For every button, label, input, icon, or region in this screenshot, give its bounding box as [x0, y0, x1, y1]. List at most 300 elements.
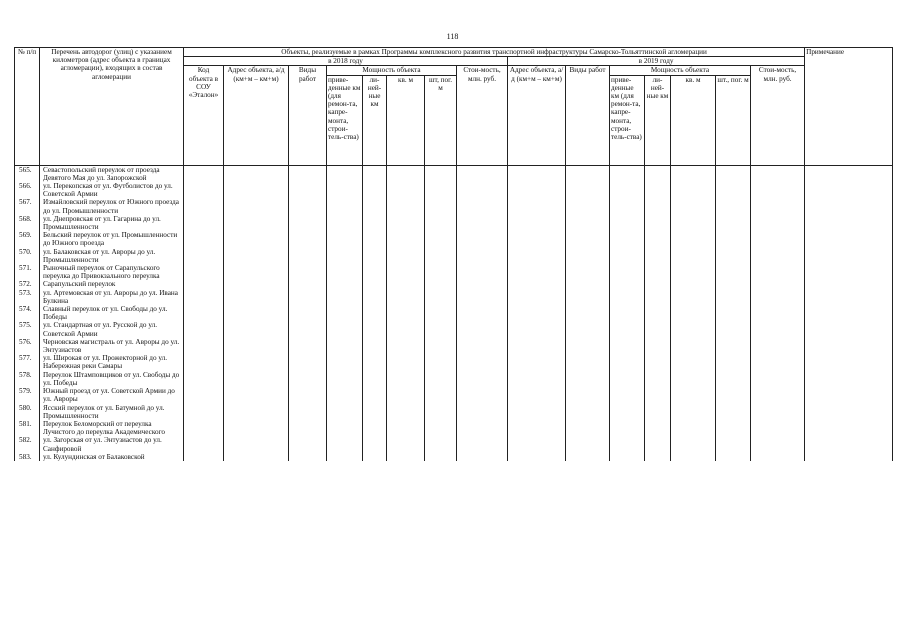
empty-cell: [805, 248, 893, 264]
empty-cell: [289, 404, 327, 420]
empty-cell: [363, 371, 387, 387]
empty-cell: [387, 404, 425, 420]
road-name: Измайловский переулок от Южного проезда до ул. Промышленности: [40, 198, 184, 214]
empty-cell: [224, 215, 289, 231]
empty-cell: [425, 280, 457, 288]
empty-cell: [716, 453, 751, 461]
table-row: [15, 165, 893, 182]
empty-cell: [508, 338, 566, 354]
empty-cell: [671, 231, 716, 247]
empty-cell: [645, 264, 671, 280]
empty-cell: [610, 215, 645, 231]
empty-cell: [387, 305, 425, 321]
empty-cell: [425, 215, 457, 231]
empty-cell: [327, 182, 363, 198]
empty-cell: [716, 289, 751, 305]
empty-cell: [805, 280, 893, 288]
empty-cell: [289, 215, 327, 231]
empty-cell: [610, 404, 645, 420]
empty-cell: [566, 404, 610, 420]
empty-cell: [363, 248, 387, 264]
empty-cell: [610, 165, 645, 182]
empty-cell: [805, 453, 893, 461]
road-name: ул. Кулундинская от Балаковской: [40, 453, 184, 461]
empty-cell: [805, 371, 893, 387]
empty-cell: [184, 420, 224, 436]
empty-cell: [671, 436, 716, 452]
empty-cell: [327, 215, 363, 231]
empty-cell: [610, 354, 645, 370]
empty-cell: [566, 338, 610, 354]
empty-cell: [751, 453, 805, 461]
empty-cell: [508, 354, 566, 370]
empty-cell: [387, 264, 425, 280]
empty-cell: [671, 198, 716, 214]
empty-cell: [184, 264, 224, 280]
cost-header: Стои-мость, млн. руб.: [457, 66, 508, 165]
empty-cell: [566, 280, 610, 288]
empty-cell: [387, 198, 425, 214]
capacity-header: Мощность объекта: [327, 66, 457, 75]
empty-cell: [610, 182, 645, 198]
empty-cell: [671, 215, 716, 231]
empty-cell: [425, 198, 457, 214]
empty-cell: [566, 231, 610, 247]
empty-cell: [425, 387, 457, 403]
empty-cell: [671, 321, 716, 337]
empty-cell: [387, 371, 425, 387]
empty-cell: [457, 387, 508, 403]
works-2019-header: Виды работ: [566, 66, 610, 165]
road-name: Славный переулок от ул. Свободы до ул. Победы: [40, 305, 184, 321]
empty-cell: [645, 289, 671, 305]
empty-cell: [425, 321, 457, 337]
empty-cell: [671, 387, 716, 403]
empty-cell: [566, 215, 610, 231]
empty-cell: [716, 354, 751, 370]
empty-cell: [363, 215, 387, 231]
empty-cell: [751, 404, 805, 420]
row-number: 571.: [15, 264, 40, 280]
empty-cell: [508, 453, 566, 461]
empty-cell: [184, 338, 224, 354]
empty-cell: [566, 354, 610, 370]
empty-cell: [610, 436, 645, 452]
empty-cell: [645, 387, 671, 403]
empty-cell: [610, 453, 645, 461]
empty-cell: [289, 436, 327, 452]
empty-cell: [224, 305, 289, 321]
empty-cell: [671, 280, 716, 288]
empty-cell: [425, 371, 457, 387]
empty-cell: [289, 338, 327, 354]
page-number: 118: [446, 32, 459, 41]
empty-cell: [566, 264, 610, 280]
empty-cell: [671, 420, 716, 436]
empty-cell: [327, 264, 363, 280]
road-name: ул. Стандартная от ул. Русской до ул. Советской Армии: [40, 321, 184, 337]
table-row: [15, 248, 893, 264]
empty-cell: [457, 305, 508, 321]
empty-cell: [289, 420, 327, 436]
empty-cell: [387, 280, 425, 288]
empty-cell: [716, 248, 751, 264]
works-header: Виды работ: [289, 66, 327, 165]
empty-cell: [224, 387, 289, 403]
row-number: 579.: [15, 387, 40, 403]
empty-cell: [671, 165, 716, 182]
empty-cell: [363, 387, 387, 403]
empty-cell: [363, 354, 387, 370]
row-number: 581.: [15, 420, 40, 436]
empty-cell: [363, 165, 387, 182]
empty-cell: [457, 436, 508, 452]
empty-cell: [363, 280, 387, 288]
empty-cell: [457, 215, 508, 231]
empty-cell: [425, 231, 457, 247]
empty-cell: [184, 305, 224, 321]
empty-cell: [457, 280, 508, 288]
empty-cell: [363, 453, 387, 461]
capacity-2019-header: Мощность объекта: [610, 66, 751, 75]
empty-cell: [327, 404, 363, 420]
empty-cell: [184, 182, 224, 198]
empty-cell: [751, 165, 805, 182]
road-name: ул. Перекопская от ул. Футболистов до ул. Советской Армии: [40, 182, 184, 198]
empty-cell: [645, 248, 671, 264]
empty-cell: [387, 338, 425, 354]
empty-cell: [508, 280, 566, 288]
empty-cell: [327, 280, 363, 288]
empty-cell: [327, 165, 363, 182]
row-number: 577.: [15, 354, 40, 370]
empty-cell: [457, 165, 508, 182]
empty-cell: [184, 165, 224, 182]
empty-cell: [363, 321, 387, 337]
empty-cell: [457, 182, 508, 198]
table-row: [15, 305, 893, 321]
empty-cell: [610, 198, 645, 214]
empty-cell: [327, 305, 363, 321]
pcs-header: шт, пог. м: [425, 75, 457, 165]
empty-cell: [224, 231, 289, 247]
empty-cell: [610, 371, 645, 387]
empty-cell: [671, 338, 716, 354]
col-num-header: № п/п: [15, 48, 40, 166]
empty-cell: [184, 198, 224, 214]
row-number: 566.: [15, 182, 40, 198]
empty-cell: [610, 248, 645, 264]
col-group-header: Объекты, реализуемые в рамках Программы комплексного развития транспортной инфраструктуры Самарско-Тольяттинской агломерации: [184, 48, 805, 57]
empty-cell: [610, 289, 645, 305]
empty-cell: [716, 321, 751, 337]
empty-cell: [610, 231, 645, 247]
table-row: [15, 321, 893, 337]
empty-cell: [671, 264, 716, 280]
empty-cell: [363, 182, 387, 198]
empty-cell: [716, 305, 751, 321]
empty-cell: [805, 420, 893, 436]
empty-cell: [716, 387, 751, 403]
empty-cell: [224, 354, 289, 370]
empty-cell: [387, 321, 425, 337]
empty-cell: [566, 305, 610, 321]
empty-cell: [566, 371, 610, 387]
empty-cell: [645, 182, 671, 198]
table-row: [15, 264, 893, 280]
empty-cell: [327, 387, 363, 403]
empty-cell: [566, 165, 610, 182]
empty-cell: [363, 305, 387, 321]
empty-cell: [224, 371, 289, 387]
empty-cell: [566, 182, 610, 198]
road-name: Ясский переулок от ул. Батумной до ул. Промышленности: [40, 404, 184, 420]
empty-cell: [610, 280, 645, 288]
empty-cell: [327, 453, 363, 461]
empty-cell: [645, 280, 671, 288]
empty-cell: [224, 264, 289, 280]
empty-cell: [289, 248, 327, 264]
row-number: 575.: [15, 321, 40, 337]
empty-cell: [184, 354, 224, 370]
empty-cell: [751, 198, 805, 214]
empty-cell: [566, 321, 610, 337]
empty-cell: [671, 289, 716, 305]
row-number: 578.: [15, 371, 40, 387]
empty-cell: [457, 248, 508, 264]
empty-cell: [508, 371, 566, 387]
empty-cell: [363, 436, 387, 452]
empty-cell: [751, 436, 805, 452]
empty-cell: [224, 182, 289, 198]
empty-cell: [224, 404, 289, 420]
empty-cell: [716, 182, 751, 198]
empty-cell: [805, 182, 893, 198]
empty-cell: [610, 305, 645, 321]
empty-cell: [184, 280, 224, 288]
empty-cell: [425, 248, 457, 264]
empty-cell: [610, 387, 645, 403]
empty-cell: [184, 453, 224, 461]
table-row: [15, 354, 893, 370]
empty-cell: [508, 182, 566, 198]
empty-cell: [363, 198, 387, 214]
empty-cell: [508, 305, 566, 321]
empty-cell: [671, 404, 716, 420]
empty-cell: [805, 436, 893, 452]
empty-cell: [671, 371, 716, 387]
empty-cell: [363, 264, 387, 280]
col-note-header: Примечание: [805, 48, 893, 166]
empty-cell: [289, 321, 327, 337]
empty-cell: [224, 248, 289, 264]
empty-cell: [224, 165, 289, 182]
empty-cell: [566, 198, 610, 214]
year-2019-header: в 2019 году: [508, 57, 805, 66]
empty-cell: [508, 321, 566, 337]
empty-cell: [508, 264, 566, 280]
empty-cell: [327, 289, 363, 305]
empty-cell: [751, 182, 805, 198]
empty-cell: [327, 248, 363, 264]
empty-cell: [508, 404, 566, 420]
empty-cell: [566, 387, 610, 403]
empty-cell: [508, 198, 566, 214]
empty-cell: [327, 354, 363, 370]
empty-cell: [751, 248, 805, 264]
empty-cell: [327, 231, 363, 247]
empty-cell: [457, 289, 508, 305]
empty-cell: [224, 338, 289, 354]
table-row: [15, 280, 893, 288]
reduced-km-2019-header: приве-денные км (для ремон-та, капре-монта, строи-тель-ства): [610, 75, 645, 165]
linear-km-2019-header: ли-ней-ные км: [645, 75, 671, 165]
empty-cell: [425, 305, 457, 321]
sq-m-2019-header: кв. м: [671, 75, 716, 165]
empty-cell: [289, 453, 327, 461]
table-row: [15, 198, 893, 214]
table-row: [15, 289, 893, 305]
empty-cell: [425, 354, 457, 370]
empty-cell: [184, 321, 224, 337]
empty-cell: [805, 404, 893, 420]
row-number: 569.: [15, 231, 40, 247]
empty-cell: [751, 387, 805, 403]
empty-cell: [289, 182, 327, 198]
empty-cell: [805, 305, 893, 321]
empty-cell: [425, 404, 457, 420]
empty-cell: [645, 215, 671, 231]
row-number: 580.: [15, 404, 40, 420]
empty-cell: [805, 387, 893, 403]
empty-cell: [716, 420, 751, 436]
empty-cell: [363, 404, 387, 420]
empty-cell: [224, 198, 289, 214]
empty-cell: [751, 289, 805, 305]
empty-cell: [457, 321, 508, 337]
empty-cell: [751, 420, 805, 436]
empty-cell: [671, 182, 716, 198]
table-row: [15, 231, 893, 247]
empty-cell: [457, 404, 508, 420]
road-name: ул. Днепровская от ул. Гагарина до ул. Промышленности: [40, 215, 184, 231]
empty-cell: [751, 280, 805, 288]
table-row: [15, 371, 893, 387]
row-number: 567.: [15, 198, 40, 214]
empty-cell: [457, 264, 508, 280]
empty-cell: [716, 338, 751, 354]
empty-cell: [457, 420, 508, 436]
empty-cell: [645, 371, 671, 387]
empty-cell: [425, 264, 457, 280]
empty-cell: [224, 453, 289, 461]
empty-cell: [457, 198, 508, 214]
empty-cell: [327, 338, 363, 354]
empty-cell: [805, 198, 893, 214]
empty-cell: [387, 453, 425, 461]
table-row: [15, 404, 893, 420]
row-number: 574.: [15, 305, 40, 321]
empty-cell: [716, 371, 751, 387]
empty-cell: [184, 371, 224, 387]
road-name: Переулок Штамповщиков от ул. Свободы до ул. Победы: [40, 371, 184, 387]
empty-cell: [289, 354, 327, 370]
empty-cell: [645, 231, 671, 247]
empty-cell: [184, 289, 224, 305]
empty-cell: [645, 305, 671, 321]
row-number: 582.: [15, 436, 40, 452]
row-number: 573.: [15, 289, 40, 305]
empty-cell: [716, 165, 751, 182]
table-row: [15, 182, 893, 198]
empty-cell: [387, 215, 425, 231]
empty-cell: [457, 231, 508, 247]
table-body: [15, 165, 893, 461]
empty-cell: [363, 289, 387, 305]
table-row: [15, 436, 893, 452]
empty-cell: [508, 215, 566, 231]
empty-cell: [425, 289, 457, 305]
empty-cell: [751, 264, 805, 280]
code-header: Код объекта в СОУ «Эталон»: [184, 66, 224, 165]
reduced-km-header: приве-денные км (для ремон-та, капре-монта, строи-тель-ства): [327, 75, 363, 165]
empty-cell: [387, 165, 425, 182]
row-number: 570.: [15, 248, 40, 264]
empty-cell: [645, 198, 671, 214]
empty-cell: [805, 289, 893, 305]
empty-cell: [805, 165, 893, 182]
empty-cell: [224, 436, 289, 452]
empty-cell: [508, 248, 566, 264]
table-row: [15, 387, 893, 403]
empty-cell: [327, 420, 363, 436]
empty-cell: [645, 436, 671, 452]
empty-cell: [184, 215, 224, 231]
empty-cell: [508, 436, 566, 452]
empty-cell: [566, 289, 610, 305]
road-name: Южный проезд от ул. Советской Армии до ул. Авроры: [40, 387, 184, 403]
empty-cell: [645, 321, 671, 337]
empty-cell: [184, 387, 224, 403]
empty-cell: [457, 453, 508, 461]
empty-cell: [645, 404, 671, 420]
row-number: 565.: [15, 165, 40, 182]
road-name: ул. Загорская от ул. Энтузиастов до ул. Санфировой: [40, 436, 184, 452]
empty-cell: [363, 338, 387, 354]
empty-cell: [224, 420, 289, 436]
empty-cell: [610, 321, 645, 337]
empty-cell: [387, 420, 425, 436]
road-name: Сарапульский переулок: [40, 280, 184, 288]
pcs-2019-header: шт., пог. м: [716, 75, 751, 165]
empty-cell: [387, 387, 425, 403]
linear-km-header: ли-ней-ные км: [363, 75, 387, 165]
empty-cell: [289, 165, 327, 182]
empty-cell: [805, 264, 893, 280]
road-name: Рыночный переулок от Сарапульского переулка до Привокзального переулка: [40, 264, 184, 280]
empty-cell: [671, 305, 716, 321]
sq-m-header: кв. м: [387, 75, 425, 165]
empty-cell: [289, 371, 327, 387]
table-row: [15, 420, 893, 436]
table-row: [15, 215, 893, 231]
empty-cell: [289, 387, 327, 403]
empty-cell: [610, 264, 645, 280]
empty-cell: [566, 420, 610, 436]
empty-cell: [508, 165, 566, 182]
empty-cell: [671, 453, 716, 461]
empty-cell: [363, 231, 387, 247]
